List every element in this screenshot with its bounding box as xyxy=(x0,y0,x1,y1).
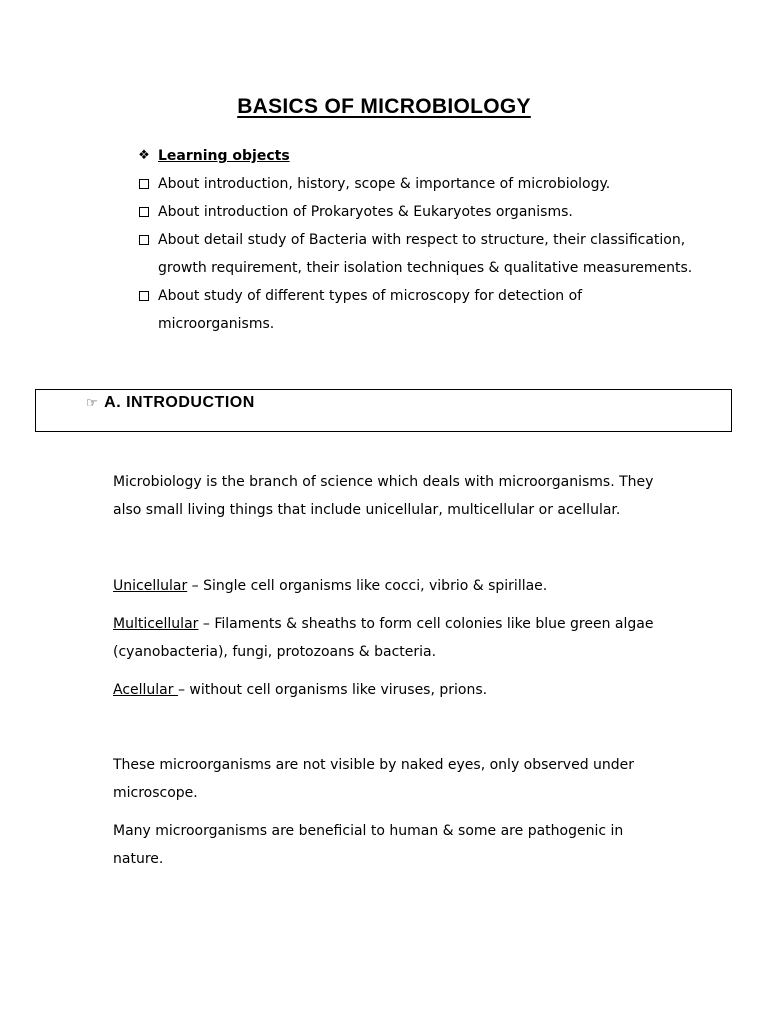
intro-paragraph: Microbiology is the branch of science which deals with microorganisms. They also small living things that include unicellular, multicellular or acellular. xyxy=(113,474,654,518)
objective-text: About introduction of Prokaryotes & Eukaryotes organisms. xyxy=(158,204,573,220)
checkbox-bullet-icon xyxy=(136,282,152,310)
objective-text: About study of different types of microscopy for detection of microorganisms. xyxy=(158,288,583,332)
section-heading-text: A. INTRODUCTION xyxy=(104,394,255,411)
learning-objectives xyxy=(136,142,696,338)
definition-acellular xyxy=(113,676,673,704)
visibility-paragraph: These microorganisms are not visible by naked eyes, only observed under microscope. xyxy=(113,757,635,801)
page-title: BASICS OF MICROBIOLOGY xyxy=(237,95,531,118)
definition-term: Acellular xyxy=(113,682,178,698)
definition-text: – Filaments & sheaths to form cell colonies like blue green algae (cyanobacteria), fungi, protozoans & bacteria. xyxy=(113,616,654,660)
section-heading xyxy=(86,394,255,412)
pointing-hand-icon: ☞ xyxy=(86,395,99,410)
definition-text: – without cell organisms like viruses, prions. xyxy=(177,682,488,698)
checkbox-bullet-icon xyxy=(136,198,152,226)
definition-term: Multicellular xyxy=(113,616,199,632)
definition-text: – Single cell organisms like cocci, vibrio & spirillae. xyxy=(187,578,548,594)
definition-multicellular xyxy=(113,610,673,666)
definition-term: Unicellular xyxy=(113,578,188,594)
diamond-bullet-icon: ❖ xyxy=(138,148,150,163)
section-heading-box xyxy=(35,389,732,432)
checkbox-bullet-icon xyxy=(136,226,152,254)
objective-item xyxy=(136,170,696,198)
objective-item xyxy=(136,226,696,282)
objective-text: About introduction, history, scope & importance of microbiology. xyxy=(158,176,611,192)
objective-item xyxy=(136,198,696,226)
checkbox-bullet-icon xyxy=(136,170,152,198)
objective-item xyxy=(136,282,696,338)
objectives-heading-row xyxy=(136,142,696,170)
objective-text: About detail study of Bacteria with respect to structure, their classification, growth requirement, their isolation techniques & qualitative measurements. xyxy=(158,232,693,276)
beneficial-paragraph: Many microorganisms are beneficial to human & some are pathogenic in nature. xyxy=(113,823,624,867)
objectives-heading: Learning objects xyxy=(158,148,290,164)
definition-unicellular xyxy=(113,572,673,600)
